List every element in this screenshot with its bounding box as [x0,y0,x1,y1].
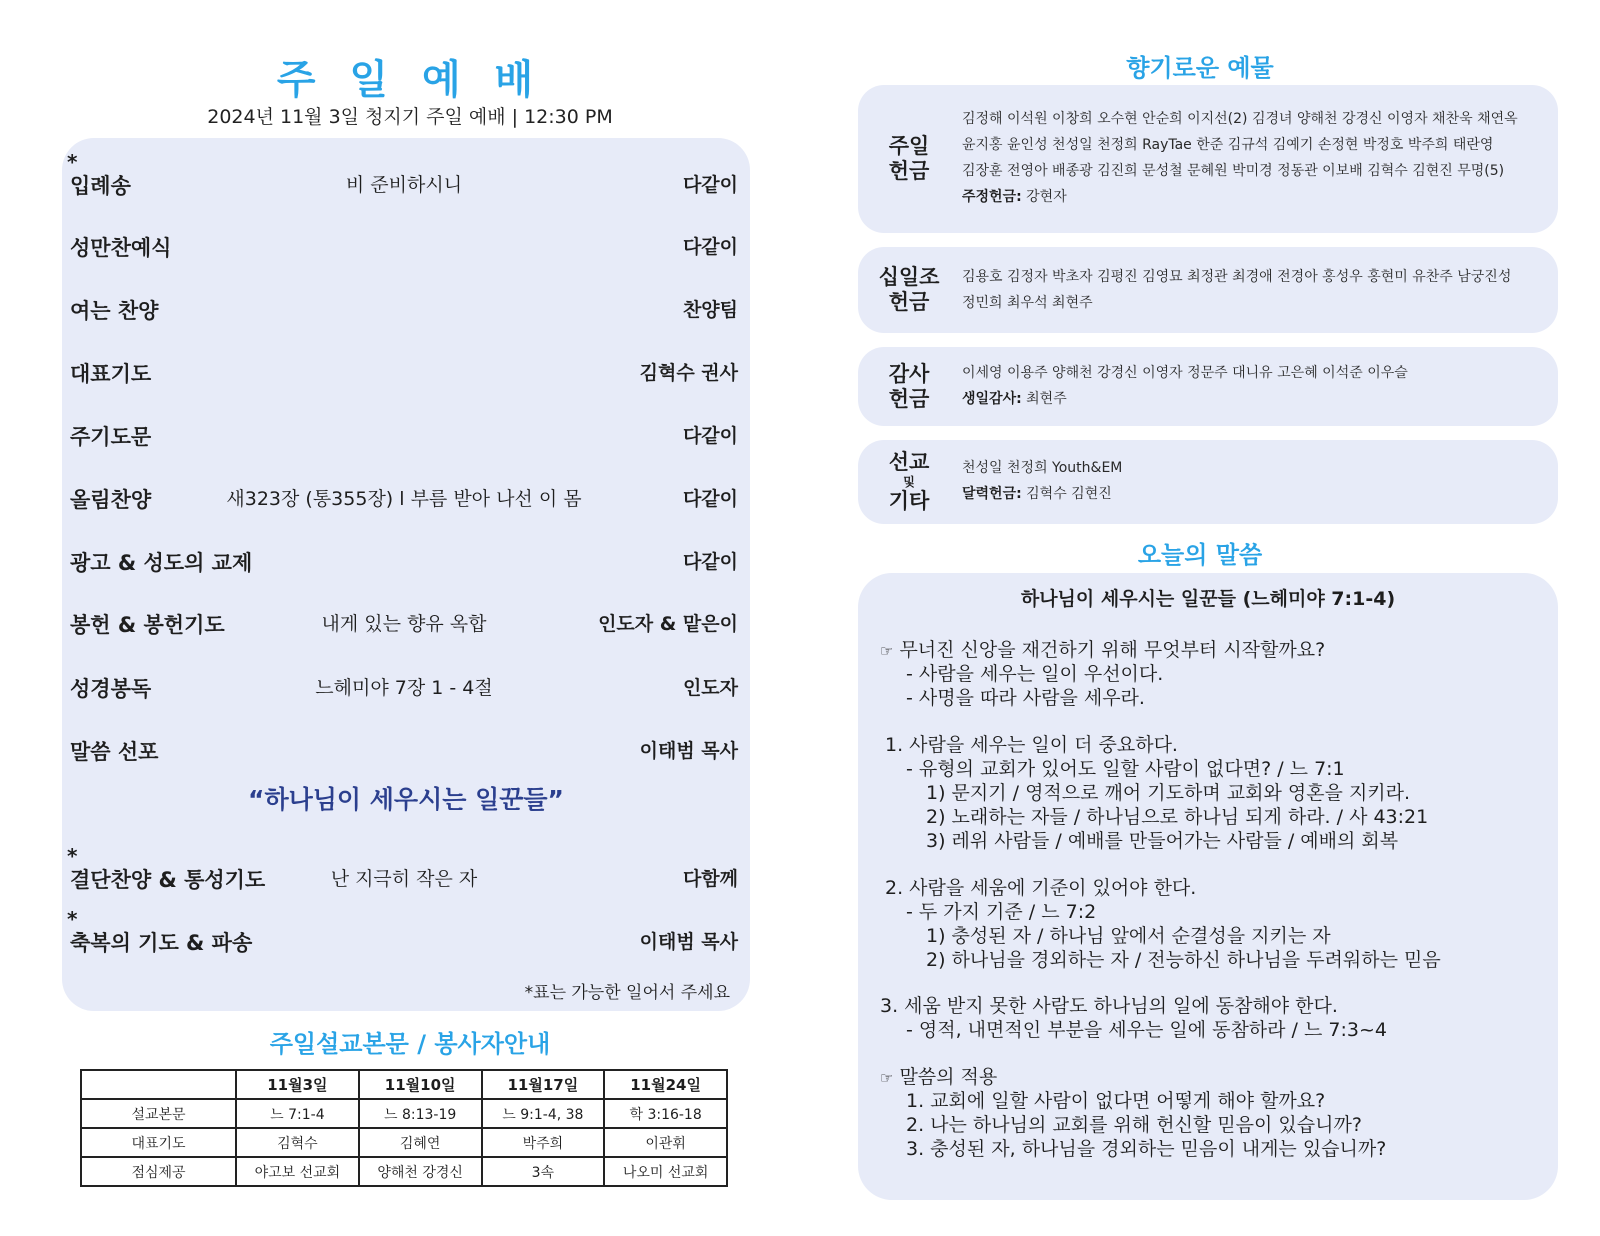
offering-names [962,455,1538,507]
extra-label: 주정헌금: [962,189,1022,205]
offering-category [858,265,960,315]
schedule-cell: 느 9:1-4, 38 [482,1099,605,1128]
category-line: 감사 [888,361,930,386]
worship-title: 주 일 예 배 [276,57,544,103]
order-leader: 인도자 [682,677,738,699]
order-leader: 다같이 [682,488,738,510]
sermon-notes-heading: 하나님이 세우시는 일꾼들 (느헤미야 7:1-4) [1020,588,1396,610]
names-line: 정민희 최우석 최현주 [962,295,1093,311]
category-line: 헌금 [888,290,930,314]
stand-marker: * [67,150,78,174]
schedule-cell: 양해천 강경신 [359,1157,482,1186]
worship-date: 2024년 11월 3일 청지기 주일 예배 | 12:30 PM [207,106,613,128]
order-label: 결단찬양 & 통성기도 [70,868,266,892]
category-line: 십일조 [878,265,940,289]
order-detail: 비 준비하시니 [345,174,463,196]
extra-value: 최현주 [1021,391,1067,407]
order-leader: 이태범 목사 [639,931,738,953]
order-row [70,665,738,705]
order-label: 여는 찬양 [70,299,159,323]
sermon-note-line [880,635,1325,662]
order-leader: 찬양팀 [682,299,738,321]
order-row [70,539,738,579]
order-leader: 다같이 [682,236,738,258]
extra-label: 달력헌금: [962,486,1022,502]
offering-box-tithe [858,247,1558,333]
category-line: 헌금 [888,386,930,411]
schedule-cell: 김혁수 [236,1128,359,1157]
table-row [81,1099,727,1128]
extra-value: 김혁수 김현진 [1021,486,1112,502]
sermon-note-line: 1. 교회에 일할 사람이 없다면 어떻게 해야 할까요? [906,1090,1326,1112]
schedule-cell: 나오미 선교회 [604,1157,727,1186]
sermon-note-line: - 사명을 따라 사람을 세우라. [906,687,1145,709]
extra-offering [962,386,1538,412]
order-detail: 난 지극히 작은 자 [330,868,478,890]
category-line: 및 [903,475,915,489]
schedule-header-cell: 11월3일 [236,1070,359,1099]
order-detail: 느헤미야 7장 1 - 4절 [315,677,493,699]
offering-box-thanks [858,347,1558,426]
schedule-cell: 이관휘 [604,1128,727,1157]
schedule-cell: 야고보 선교회 [236,1157,359,1186]
sermon-note-line: - 영적, 내면적인 부분을 세우는 일에 동참하라 / 느 7:3~4 [906,1019,1387,1041]
table-row [81,1128,727,1157]
order-leader: 다같이 [682,174,738,196]
schedule-header-cell: 11월17일 [482,1070,605,1099]
stand-note: *표는 가능한 일어서 주세요 [524,983,730,1003]
sermon-note-line: - 유형의 교회가 있어도 일할 사람이 없다면? / 느 7:1 [906,758,1345,780]
pointing-hand-icon: ☞ [880,1069,894,1087]
schedule-row-label: 대표기도 [81,1128,236,1157]
schedule-header-row [81,1070,727,1099]
order-row [70,601,738,641]
offering-names [962,264,1538,316]
order-row [70,728,738,768]
order-row [70,413,738,453]
schedule-cell: 느 8:13-19 [359,1099,482,1128]
order-leader: 김혁수 권사 [639,362,738,384]
category-line: 선교 [888,450,930,474]
order-label: 입례송 [70,174,131,198]
order-leader: 다같이 [682,551,738,573]
schedule-title: 주일설교본문 / 봉사자안내 [269,1030,551,1058]
order-row [67,844,738,896]
offering-box-sunday [858,85,1558,233]
extra-value: 강현자 [1021,189,1067,205]
offering-box-mission [858,440,1558,524]
names-line: 이세영 이용주 양해천 강경신 이영자 정문주 대니유 고은혜 이석준 이우슬 [962,365,1408,381]
schedule-cell: 박주희 [482,1128,605,1157]
note-text: 무너진 신앙을 재건하기 위해 무엇부터 시작할까요? [899,639,1326,661]
schedule-cell: 김혜연 [359,1128,482,1157]
names-line: 윤지홍 윤인성 천성일 천정희 RayTae 한준 김규석 김예기 손정현 박정호 박주희 태란영 [962,137,1494,153]
word-title: 오늘의 말씀 [1137,541,1263,569]
sermon-note-line: 3. 충성된 자, 하나님을 경외하는 믿음이 내게는 있습니까? [906,1138,1387,1160]
order-label: 성경봉독 [70,677,152,701]
sermon-note-line: 1) 충성된 자 / 하나님 앞에서 순결성을 지키는 자 [926,925,1331,947]
sermon-title: “하나님이 세우시는 일꾼들” [248,785,564,814]
sermon-note-line: 3. 세움 받지 못한 사람도 하나님의 일에 동참해야 한다. [880,995,1338,1017]
sermon-note-line: 2) 노래하는 자들 / 하나님으로 하나님 되게 하라. / 사 43:21 [926,806,1429,828]
order-row [70,224,738,264]
offering-category [858,362,960,412]
offering-names [962,360,1538,412]
order-row [67,907,738,959]
offering-category [858,134,960,184]
schedule-cell: 3속 [482,1157,605,1186]
order-label: 성만찬예식 [70,236,172,260]
order-detail: 새323장 (통355장) l 부름 받아 나선 이 몸 [226,488,582,510]
names-line: 김장훈 전영아 배종광 김진희 문성철 문혜원 박미경 정동관 이보배 김혁수 김현진 무명(5) [962,163,1505,179]
sermon-note-line: - 사람을 세우는 일이 우선이다. [906,663,1164,685]
order-leader: 이태범 목사 [639,740,738,762]
offering-category [858,450,960,514]
names-line: 김정해 이석원 이창희 오수현 안순희 이지선(2) 김경녀 양해천 강경신 이영자 채찬욱 채연옥 [962,111,1518,127]
note-text: 말씀의 적용 [899,1066,998,1088]
extra-label: 생일감사: [962,391,1022,407]
schedule-row-label: 설교본문 [81,1099,236,1128]
sermon-note-line: 2) 하나님을 경외하는 자 / 전능하신 하나님을 두려워하는 믿음 [926,949,1441,971]
order-leader: 인도자 & 맡은이 [598,613,738,635]
category-line: 헌금 [888,159,930,183]
order-detail: 내게 있는 향유 옥합 [321,613,487,635]
schedule-header-cell: 11월10일 [359,1070,482,1099]
order-label: 주기도문 [70,425,152,449]
order-row [70,476,738,516]
extra-offering [962,481,1538,507]
schedule-row-label: 점심제공 [81,1157,236,1186]
sermon-note-line: 2. 사람을 세움에 기준이 있어야 한다. [885,877,1197,899]
category-line: 주일 [888,134,930,158]
names-line: 김용호 김정자 박초자 김평진 김영묘 최정관 최경애 전경아 홍성우 홍현미 유찬주 남궁진성 [962,269,1512,285]
schedule-cell: 느 7:1-4 [236,1099,359,1128]
order-row [70,350,738,390]
order-label: 축복의 기도 & 파송 [70,931,253,955]
order-label: 광고 & 성도의 교제 [70,551,253,575]
sermon-note-line: 3) 레위 사람들 / 예배를 만들어가는 사람들 / 예배의 회복 [926,830,1399,852]
extra-offering [962,184,1538,210]
sermon-note-line: 1. 사람을 세우는 일이 더 중요하다. [885,734,1178,756]
schedule-table [80,1069,728,1187]
order-leader: 다함께 [682,868,738,890]
pointing-hand-icon: ☞ [880,642,894,660]
order-label: 올림찬양 [70,488,152,512]
order-label: 말씀 선포 [70,740,159,764]
offerings-title: 향기로운 예물 [1126,54,1274,82]
offering-names [962,106,1538,210]
names-line: 천성일 천정희 Youth&EM [962,460,1123,476]
sermon-notes-panel [858,573,1558,1200]
sermon-note-line: - 두 가지 기준 / 느 7:2 [906,901,1097,923]
sermon-note-line [880,1062,997,1089]
schedule-header-cell: 11월24일 [604,1070,727,1099]
order-leader: 다같이 [682,425,738,447]
table-row [81,1157,727,1186]
order-row [67,150,738,202]
schedule-header-cell [81,1070,236,1099]
stand-marker: * [67,907,78,931]
sermon-note-line: 1) 문지기 / 영적으로 깨어 기도하며 교회와 영혼을 지키라. [926,782,1411,804]
sermon-note-line: 2. 나는 하나님의 교회를 위해 헌신할 믿음이 있습니까? [906,1114,1362,1136]
order-label: 봉헌 & 봉헌기도 [70,613,225,637]
stand-marker: * [67,844,78,868]
order-row [70,287,738,327]
order-label: 대표기도 [70,362,152,386]
category-line: 기타 [888,489,930,513]
schedule-cell: 학 3:16-18 [604,1099,727,1128]
